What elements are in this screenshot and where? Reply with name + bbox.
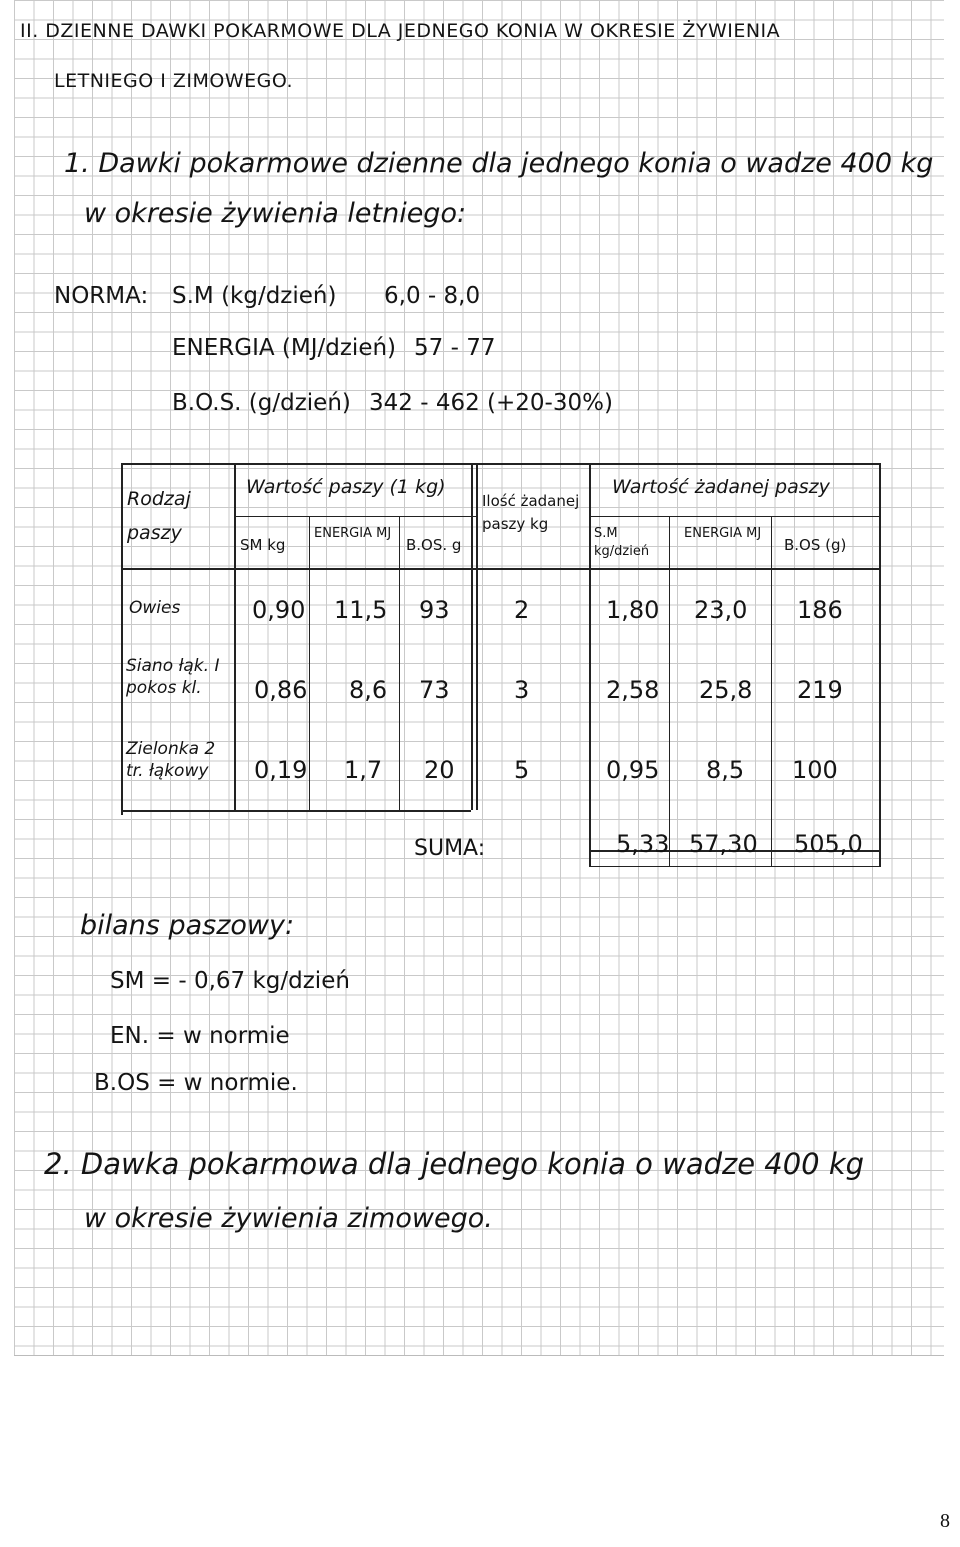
balance-bos: B.OS = w normie. — [94, 1070, 298, 1096]
row-3-amount: 5 — [514, 756, 530, 784]
page-number: 8 — [940, 1510, 950, 1532]
sum-sm: 5,33 — [616, 830, 670, 858]
row-2-r-bos: 219 — [797, 676, 843, 704]
row-2-amount: 3 — [514, 676, 530, 704]
row-2-energy: 8,6 — [349, 676, 388, 704]
sum-label: SUMA: — [414, 836, 486, 861]
col-divider-amount — [589, 463, 591, 867]
norm-value-bos: 342 - 462 (+20-30%) — [369, 390, 613, 416]
row-1-feed: Owies — [129, 598, 181, 618]
section-2-line-1: 2. Dawka pokarmowa dla jednego konia o wadze 400 kg — [44, 1147, 865, 1181]
row-1-sm: 0,90 — [252, 596, 306, 624]
section-1-line-1: 1. Dawki pokarmowe dzienne dla jednego konia o wadze 400 kg — [64, 148, 934, 179]
balance-energy: EN. = w normie — [110, 1023, 290, 1049]
col-divider-r-sm — [669, 516, 670, 867]
heading-line-2: LETNIEGO I ZIMOWEGO. — [54, 70, 294, 92]
norm-param-energy: ENERGIA (MJ/dzień) — [172, 335, 397, 361]
header-ration-value: Wartość żadanej paszy — [612, 476, 830, 498]
row-3-feed: Zielonka 2 tr. łąkowy — [126, 739, 216, 782]
norm-label: NORMA: — [54, 283, 149, 309]
subheader-line-ration — [591, 516, 879, 517]
row-3-energy: 1,7 — [344, 756, 383, 784]
header-r-sm: S.M kg/dzień — [594, 526, 650, 560]
header-bos: B.OS. g — [406, 536, 462, 554]
header-sm: SM kg — [240, 536, 286, 554]
header-r-energy: ENERGIA MJ — [684, 526, 762, 541]
sum-energy: 57,30 — [689, 830, 758, 858]
header-feed-value: Wartość paszy (1 kg) — [246, 476, 446, 498]
row-2-feed: Siano łąk. I pokos kl. — [126, 656, 220, 699]
row-3-r-energy: 8,5 — [706, 756, 745, 784]
row-1-r-sm: 1,80 — [606, 596, 660, 624]
row-3-r-sm: 0,95 — [606, 756, 660, 784]
sum-bos: 505,0 — [794, 830, 863, 858]
header-energy: ENERGIA MJ — [314, 526, 392, 541]
norm-param-sm: S.M (kg/dzień) — [172, 283, 337, 309]
header-r-bos: B.OS (g) — [784, 536, 847, 554]
row-1-amount: 2 — [514, 596, 530, 624]
row-2-bos: 73 — [419, 676, 450, 704]
norm-param-bos: B.O.S. (g/dzień) — [172, 390, 351, 416]
header-feed-type: Rodzaj paszy — [127, 488, 191, 545]
section-2-line-2: w okresie żywienia zimowego. — [84, 1203, 493, 1234]
col-divider-energy — [399, 516, 400, 810]
header-amount: Ilość żadanej paszy kg — [482, 492, 580, 533]
row-3-r-bos: 100 — [792, 756, 838, 784]
balance-sm: SM = - 0,67 kg/dzień — [110, 968, 350, 994]
section-1-line-2: w okresie żywienia letniego: — [84, 198, 467, 229]
row-2-sm: 0,86 — [254, 676, 308, 704]
row-1-energy: 11,5 — [334, 596, 388, 624]
balance-title: bilans paszowy: — [80, 910, 295, 941]
row-1-r-energy: 23,0 — [694, 596, 748, 624]
col-divider-value-double — [476, 463, 478, 810]
row-2-r-energy: 25,8 — [699, 676, 753, 704]
sum-double-underline — [589, 866, 879, 867]
row-3-bos: 20 — [424, 756, 455, 784]
norm-value-sm: 6,0 - 8,0 — [384, 283, 481, 309]
table-border-left — [121, 463, 123, 815]
row-3-sm: 0,19 — [254, 756, 308, 784]
table-border-bottom-left — [121, 810, 471, 812]
col-divider-sm — [309, 516, 310, 810]
subheader-line-value — [234, 516, 476, 517]
grid-paper-sheet — [14, 0, 944, 1356]
heading-line-1: II. DZIENNE DAWKI POKARMOWE DLA JEDNEGO KONIA W OKRESIE ŻYWIENIA — [20, 20, 781, 42]
row-2-r-sm: 2,58 — [606, 676, 660, 704]
col-divider-r-energy — [771, 516, 772, 867]
table-border-right — [879, 463, 881, 867]
row-1-r-bos: 186 — [797, 596, 843, 624]
row-1-bos: 93 — [419, 596, 450, 624]
norm-value-energy: 57 - 77 — [414, 335, 496, 361]
